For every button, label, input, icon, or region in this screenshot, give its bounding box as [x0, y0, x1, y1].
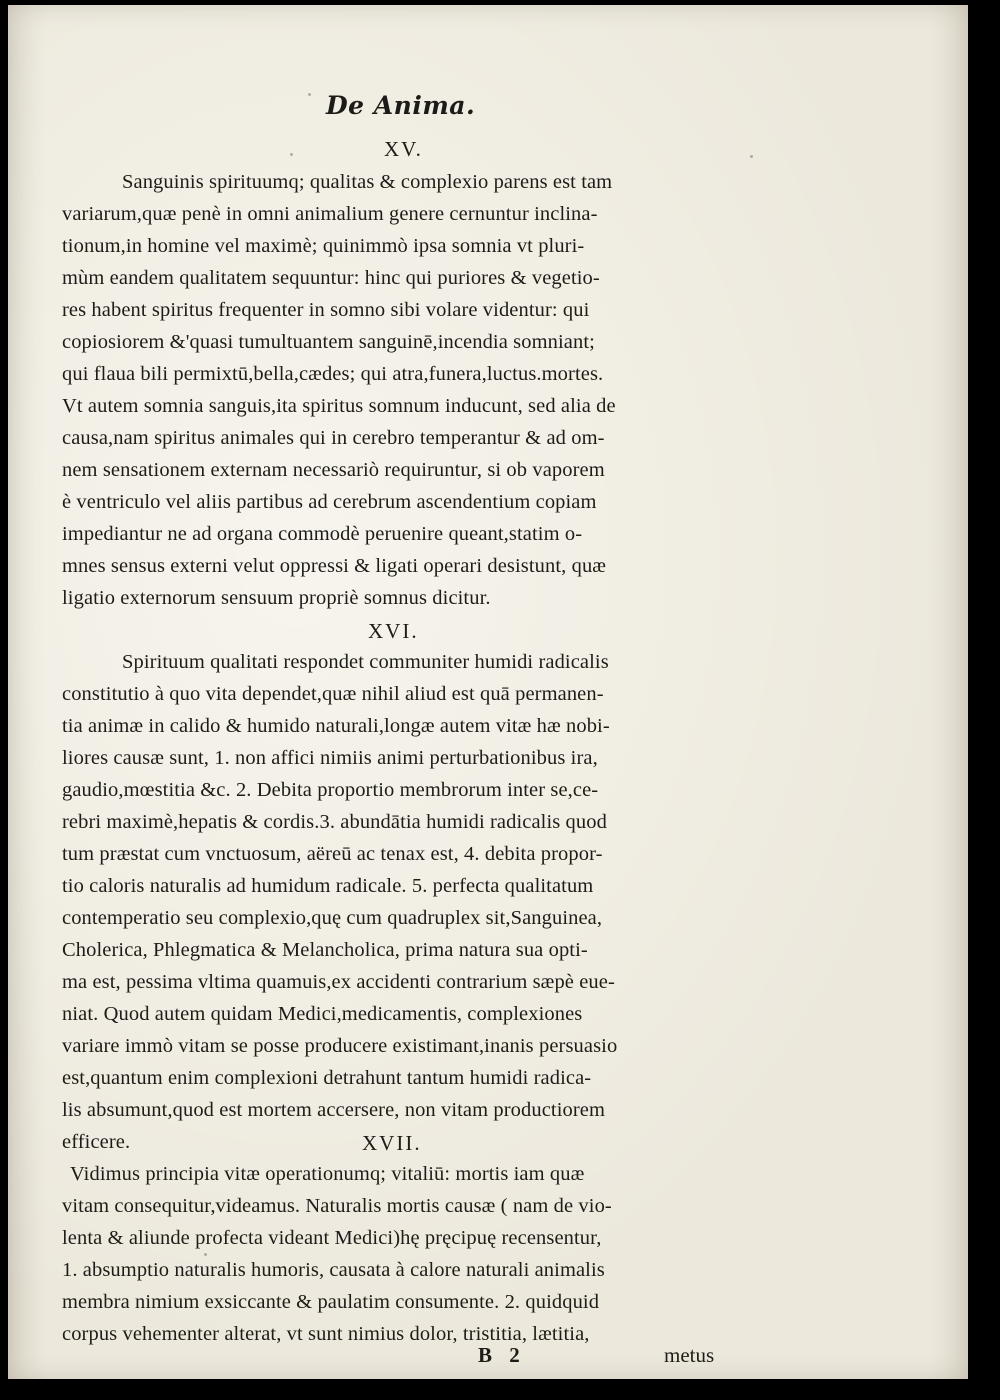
book-page	[8, 5, 968, 1379]
text-line: causa,nam spiritus animales qui in cerebro temperantur & ad om-	[62, 427, 605, 449]
text-line: è ventriculo vel aliis partibus ad cerebrum ascendentium copiam	[62, 491, 597, 513]
text-line: tio caloris naturalis ad humidum radicale. 5. perfecta qualitatum	[62, 875, 594, 897]
text-line: corpus vehementer alterat, vt sunt nimius dolor, tristitia, lætitia,	[62, 1323, 590, 1345]
signature-mark: B 2	[478, 1343, 526, 1367]
text-line: Cholerica, Phlegmatica & Melancholica, prima natura sua opti-	[62, 939, 588, 961]
text-line: efficere.	[62, 1131, 131, 1153]
text-line: nem sensationem externam necessariò requiruntur, si ob vaporem	[62, 459, 605, 481]
text-line: Vt autem somnia sanguis,ita spiritus somnum inducunt, sed alia de	[62, 395, 616, 417]
text-line: res habent spiritus frequenter in somno sibi volare videntur: qui	[62, 299, 590, 321]
text-line: tum præstat cum vnctuosum, aëreū ac tenax est, 4. debita propor-	[62, 843, 603, 865]
section-numeral-xv: XV.	[384, 137, 423, 161]
text-line: variarum,quæ penè in omni animalium genere cernuntur inclina-	[62, 203, 598, 225]
text-line: Sanguinis spirituumq; qualitas & complexio parens est tam	[122, 171, 613, 193]
running-head: De Anima.	[326, 91, 476, 120]
section-numeral-xvii: XVII.	[362, 1131, 422, 1155]
text-line: contemperatio seu complexio,quę cum quadruplex sit,Sanguinea,	[62, 907, 603, 929]
text-line: vitam consequitur,videamus. Naturalis mortis causæ ( nam de vio-	[62, 1195, 612, 1217]
ink-speck	[290, 153, 293, 156]
text-line: membra nimium exsiccante & paulatim consumente. 2. quidquid	[62, 1291, 600, 1313]
text-line: impediantur ne ad organa commodè peruenire queant,statim o-	[62, 523, 583, 545]
text-line: est,quantum enim complexioni detrahunt tantum humidi radica-	[62, 1067, 592, 1089]
catchword: metus	[664, 1343, 715, 1367]
ink-speck	[204, 1253, 207, 1256]
text-line: lis absumunt,quod est mortem accersere, non vitam productiorem	[62, 1099, 606, 1121]
text-line: constitutio à quo vita dependet,quæ nihil aliud est quā permanen-	[62, 683, 604, 705]
text-line: variare immò vitam se posse producere existimant,inanis persuasio	[62, 1035, 618, 1057]
text-line: ligatio externorum sensuum propriè somnus dicitur.	[62, 587, 491, 609]
text-line: Spirituum qualitati respondet communiter humidi radicalis	[122, 651, 609, 673]
text-line: mùm eandem qualitatem sequuntur: hinc qui puriores & vegetio-	[62, 267, 600, 289]
text-line: qui flaua bili permixtū,bella,cædes; qui atra,funera,luctus.mortes.	[62, 363, 604, 385]
ink-speck	[308, 93, 311, 96]
text-line: lenta & aliunde profecta videant Medici)hę pręcipuę recensentur,	[62, 1227, 602, 1249]
text-line: niat. Quod autem quidam Medici,medicamentis, complexiones	[62, 1003, 583, 1025]
section-numeral-xvi: XVI.	[368, 619, 419, 643]
text-line: gaudio,mœstitia &c. 2. Debita proportio membrorum inter se,ce-	[62, 779, 599, 801]
text-line: ma est, pessima vltima quamuis,ex accidenti contrarium sæpè eue-	[62, 971, 615, 993]
text-line: copiosiorem &'quasi tumultuantem sanguinē,incendia somniant;	[62, 331, 595, 353]
text-line: tia animæ in calido & humido naturali,longæ autem vitæ hæ nobi-	[62, 715, 610, 737]
text-line: Vidimus principia vitæ operationumq; vitaliū: mortis iam quæ	[70, 1163, 585, 1185]
text-line: mnes sensus externi velut oppressi & ligati operari desistunt, quæ	[62, 555, 607, 577]
ink-speck	[750, 155, 753, 158]
text-line: 1. absumptio naturalis humoris, causata à calore naturali animalis	[62, 1259, 605, 1281]
text-line: liores causæ sunt, 1. non affici nimiis animi perturbationibus ira,	[62, 747, 598, 769]
text-line: rebri maximè,hepatis & cordis.3. abundātia humidi radicalis quod	[62, 811, 607, 833]
text-line: tionum,in homine vel maximè; quinimmò ipsa somnia vt pluri-	[62, 235, 585, 257]
